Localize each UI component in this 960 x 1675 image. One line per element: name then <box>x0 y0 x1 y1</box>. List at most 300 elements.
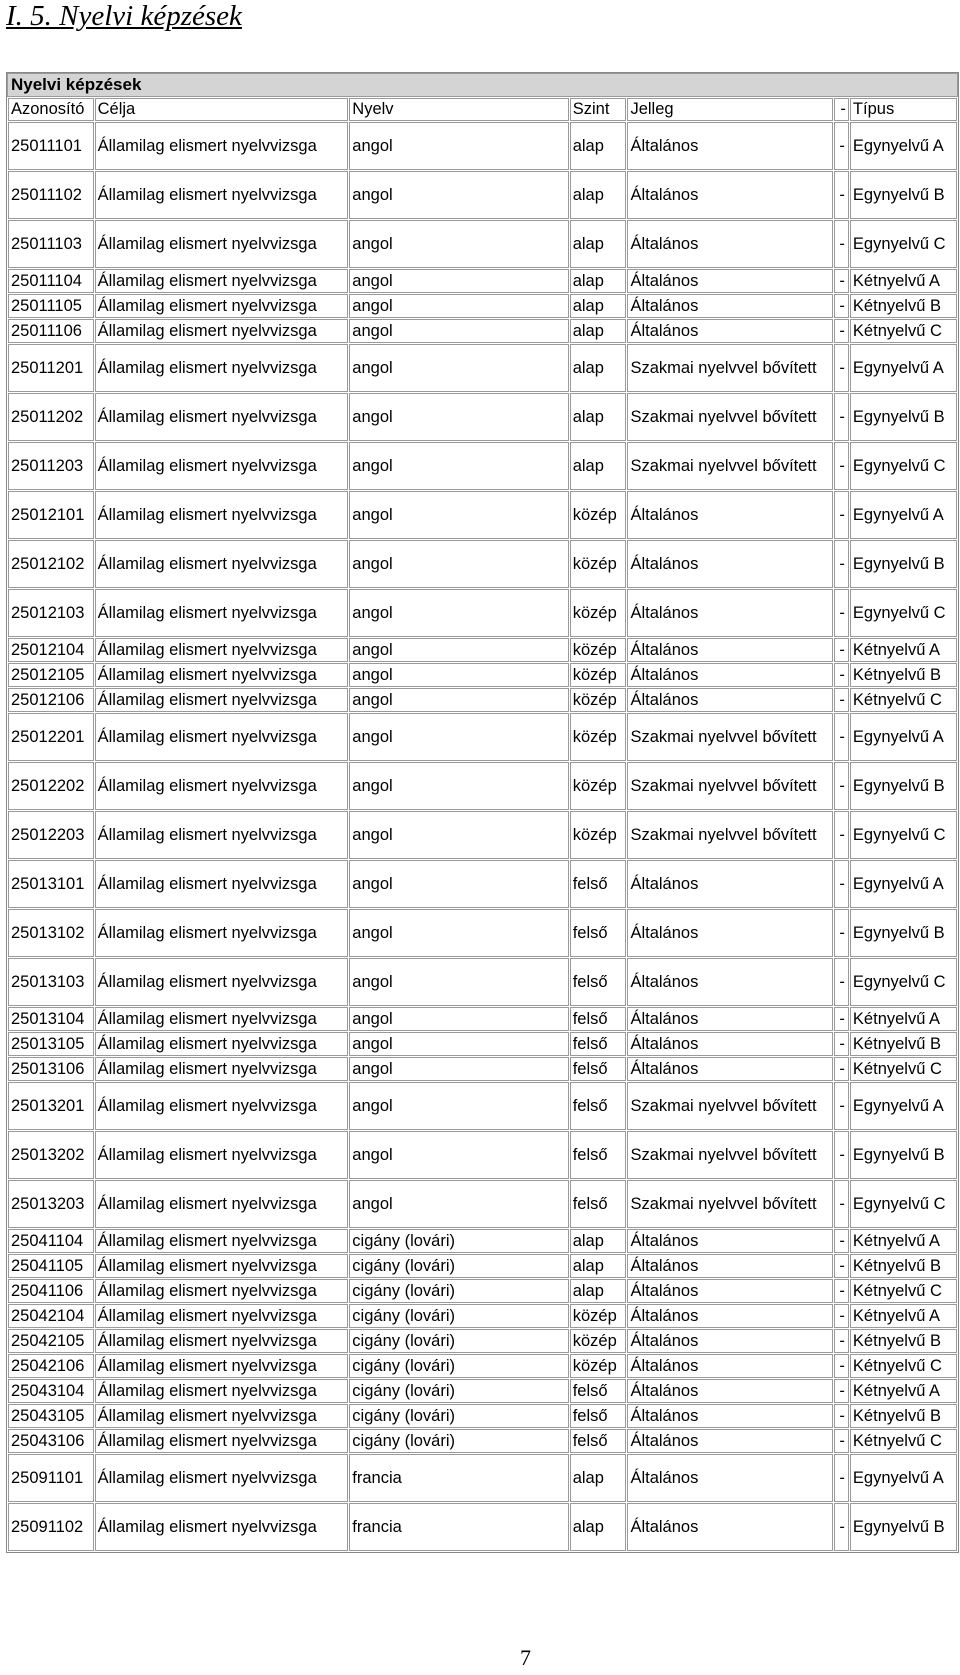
cell-id: 25011202 <box>8 393 94 441</box>
cell-nyelv: angol <box>349 1057 568 1081</box>
cell-celja: Államilag elismert nyelvvizsga <box>95 1057 349 1081</box>
cell-celja: Államilag elismert nyelvvizsga <box>95 1082 349 1130</box>
cell-celja: Államilag elismert nyelvvizsga <box>95 540 349 588</box>
cell-id: 25012102 <box>8 540 94 588</box>
cell-id: 25011102 <box>8 171 94 219</box>
cell-szint: közép <box>570 1354 627 1378</box>
table-row <box>8 122 957 170</box>
cell-id: 25012105 <box>8 663 94 687</box>
cell-id: 25041106 <box>8 1279 94 1303</box>
cell-dash: - <box>834 1329 849 1353</box>
cell-jelleg: Általános <box>627 688 833 712</box>
cell-id: 25011203 <box>8 442 94 490</box>
cell-jelleg: Általános <box>627 171 833 219</box>
cell-jelleg: Általános <box>627 1032 833 1056</box>
cell-jelleg: Szakmai nyelvvel bővített <box>627 1180 833 1228</box>
cell-celja: Államilag elismert nyelvvizsga <box>95 638 349 662</box>
cell-jelleg: Általános <box>627 1279 833 1303</box>
header-celja: Célja <box>95 98 349 121</box>
cell-celja: Államilag elismert nyelvvizsga <box>95 1229 349 1253</box>
cell-id: 25042104 <box>8 1304 94 1328</box>
cell-jelleg: Általános <box>627 269 833 293</box>
table-row <box>8 1454 957 1502</box>
cell-id: 25041104 <box>8 1229 94 1253</box>
cell-celja: Államilag elismert nyelvvizsga <box>95 589 349 637</box>
cell-celja: Államilag elismert nyelvvizsga <box>95 1254 349 1278</box>
cell-jelleg: Általános <box>627 220 833 268</box>
table-row <box>8 344 957 392</box>
cell-dash: - <box>834 713 849 761</box>
cell-tipus: Kétnyelvű C <box>850 1057 957 1081</box>
cell-tipus: Egynyelvű C <box>850 442 957 490</box>
cell-dash: - <box>834 393 849 441</box>
cell-jelleg: Szakmai nyelvvel bővített <box>627 344 833 392</box>
cell-dash: - <box>834 1279 849 1303</box>
cell-szint: felső <box>570 909 627 957</box>
table-row <box>8 1503 957 1551</box>
cell-tipus: Kétnyelvű C <box>850 1429 957 1453</box>
cell-jelleg: Általános <box>627 638 833 662</box>
page-title: I. 5. Nyelvi képzések <box>6 0 242 32</box>
cell-szint: felső <box>570 958 627 1006</box>
cell-id: 25043104 <box>8 1379 94 1403</box>
cell-jelleg: Általános <box>627 1454 833 1502</box>
cell-id: 25012201 <box>8 713 94 761</box>
cell-celja: Államilag elismert nyelvvizsga <box>95 220 349 268</box>
cell-celja: Államilag elismert nyelvvizsga <box>95 1429 349 1453</box>
cell-szint: felső <box>570 1404 627 1428</box>
cell-szint: közép <box>570 638 627 662</box>
language-training-table <box>6 72 959 1553</box>
cell-nyelv: angol <box>349 393 568 441</box>
cell-id: 25011105 <box>8 294 94 318</box>
cell-nyelv: angol <box>349 688 568 712</box>
cell-tipus: Kétnyelvű B <box>850 1254 957 1278</box>
cell-szint: alap <box>570 171 627 219</box>
cell-celja: Államilag elismert nyelvvizsga <box>95 122 349 170</box>
table-row <box>8 1229 957 1253</box>
cell-nyelv: angol <box>349 540 568 588</box>
cell-celja: Államilag elismert nyelvvizsga <box>95 344 349 392</box>
table-row <box>8 1429 957 1453</box>
table-row <box>8 1254 957 1278</box>
cell-nyelv: angol <box>349 269 568 293</box>
cell-dash: - <box>834 122 849 170</box>
cell-tipus: Egynyelvű A <box>850 122 957 170</box>
cell-jelleg: Általános <box>627 1254 833 1278</box>
cell-szint: felső <box>570 1007 627 1031</box>
cell-jelleg: Általános <box>627 1007 833 1031</box>
cell-id: 25011104 <box>8 269 94 293</box>
table-row <box>8 319 957 343</box>
cell-dash: - <box>834 540 849 588</box>
cell-nyelv: angol <box>349 958 568 1006</box>
table-row <box>8 1007 957 1031</box>
cell-tipus: Egynyelvű A <box>850 713 957 761</box>
cell-tipus: Kétnyelvű C <box>850 1279 957 1303</box>
cell-tipus: Kétnyelvű C <box>850 319 957 343</box>
cell-jelleg: Általános <box>627 1354 833 1378</box>
cell-celja: Államilag elismert nyelvvizsga <box>95 491 349 539</box>
cell-szint: alap <box>570 1454 627 1502</box>
cell-jelleg: Szakmai nyelvvel bővített <box>627 442 833 490</box>
cell-id: 25013103 <box>8 958 94 1006</box>
cell-szint: közép <box>570 713 627 761</box>
cell-tipus: Egynyelvű A <box>850 860 957 908</box>
cell-tipus: Egynyelvű B <box>850 171 957 219</box>
cell-id: 25091102 <box>8 1503 94 1551</box>
cell-celja: Államilag elismert nyelvvizsga <box>95 1131 349 1179</box>
cell-dash: - <box>834 269 849 293</box>
cell-jelleg: Általános <box>627 860 833 908</box>
cell-nyelv: angol <box>349 294 568 318</box>
cell-nyelv: angol <box>349 909 568 957</box>
cell-nyelv: angol <box>349 491 568 539</box>
cell-nyelv: cigány (lovári) <box>349 1329 568 1353</box>
table-row <box>8 713 957 761</box>
cell-tipus: Egynyelvű C <box>850 589 957 637</box>
table-row <box>8 220 957 268</box>
cell-tipus: Egynyelvű B <box>850 1131 957 1179</box>
table-row <box>8 491 957 539</box>
cell-jelleg: Általános <box>627 1379 833 1403</box>
cell-nyelv: angol <box>349 122 568 170</box>
cell-szint: alap <box>570 269 627 293</box>
cell-nyelv: angol <box>349 762 568 810</box>
header-row <box>8 98 957 121</box>
cell-jelleg: Általános <box>627 122 833 170</box>
table-row <box>8 811 957 859</box>
cell-nyelv: angol <box>349 589 568 637</box>
cell-celja: Államilag elismert nyelvvizsga <box>95 1503 349 1551</box>
cell-nyelv: angol <box>349 860 568 908</box>
cell-nyelv: francia <box>349 1454 568 1502</box>
cell-nyelv: cigány (lovári) <box>349 1304 568 1328</box>
cell-nyelv: angol <box>349 171 568 219</box>
cell-dash: - <box>834 1007 849 1031</box>
cell-nyelv: cigány (lovári) <box>349 1404 568 1428</box>
table-row <box>8 1057 957 1081</box>
cell-nyelv: angol <box>349 1007 568 1031</box>
cell-nyelv: cigány (lovári) <box>349 1279 568 1303</box>
table-row <box>8 589 957 637</box>
cell-id: 25013101 <box>8 860 94 908</box>
cell-dash: - <box>834 1379 849 1403</box>
cell-nyelv: angol <box>349 638 568 662</box>
table-row <box>8 1379 957 1403</box>
cell-tipus: Kétnyelvű C <box>850 1354 957 1378</box>
cell-tipus: Kétnyelvű A <box>850 1304 957 1328</box>
cell-dash: - <box>834 1503 849 1551</box>
cell-celja: Államilag elismert nyelvvizsga <box>95 294 349 318</box>
cell-jelleg: Általános <box>627 1429 833 1453</box>
cell-tipus: Kétnyelvű B <box>850 1404 957 1428</box>
header-dash: - <box>834 98 849 121</box>
table-row <box>8 1082 957 1130</box>
cell-celja: Államilag elismert nyelvvizsga <box>95 1354 349 1378</box>
cell-jelleg: Általános <box>627 1503 833 1551</box>
cell-id: 25041105 <box>8 1254 94 1278</box>
table-row <box>8 1354 957 1378</box>
table-row <box>8 1404 957 1428</box>
cell-nyelv: francia <box>349 1503 568 1551</box>
cell-tipus: Kétnyelvű B <box>850 294 957 318</box>
cell-celja: Államilag elismert nyelvvizsga <box>95 1329 349 1353</box>
cell-tipus: Egynyelvű C <box>850 958 957 1006</box>
cell-tipus: Egynyelvű A <box>850 1082 957 1130</box>
cell-dash: - <box>834 344 849 392</box>
cell-nyelv: cigány (lovári) <box>349 1354 568 1378</box>
cell-szint: alap <box>570 319 627 343</box>
cell-id: 25013202 <box>8 1131 94 1179</box>
cell-dash: - <box>834 1032 849 1056</box>
cell-dash: - <box>834 638 849 662</box>
cell-szint: közép <box>570 1329 627 1353</box>
cell-dash: - <box>834 491 849 539</box>
cell-id: 25043105 <box>8 1404 94 1428</box>
cell-jelleg: Szakmai nyelvvel bővített <box>627 1082 833 1130</box>
cell-id: 25013105 <box>8 1032 94 1056</box>
cell-szint: felső <box>570 1379 627 1403</box>
cell-celja: Államilag elismert nyelvvizsga <box>95 860 349 908</box>
table-row <box>8 442 957 490</box>
cell-szint: felső <box>570 1180 627 1228</box>
header-jelleg: Jelleg <box>627 98 833 121</box>
cell-tipus: Kétnyelvű C <box>850 688 957 712</box>
table-row <box>8 663 957 687</box>
cell-celja: Államilag elismert nyelvvizsga <box>95 1304 349 1328</box>
cell-szint: közép <box>570 589 627 637</box>
cell-dash: - <box>834 1354 849 1378</box>
cell-dash: - <box>834 1180 849 1228</box>
cell-dash: - <box>834 958 849 1006</box>
cell-celja: Államilag elismert nyelvvizsga <box>95 319 349 343</box>
table-row <box>8 638 957 662</box>
cell-jelleg: Általános <box>627 1057 833 1081</box>
cell-szint: alap <box>570 1229 627 1253</box>
cell-szint: alap <box>570 1503 627 1551</box>
cell-dash: - <box>834 1304 849 1328</box>
cell-dash: - <box>834 860 849 908</box>
cell-nyelv: cigány (lovári) <box>349 1379 568 1403</box>
table-row <box>8 860 957 908</box>
cell-szint: felső <box>570 1131 627 1179</box>
table-row <box>8 1304 957 1328</box>
cell-id: 25043106 <box>8 1429 94 1453</box>
cell-tipus: Egynyelvű C <box>850 220 957 268</box>
cell-tipus: Kétnyelvű B <box>850 1032 957 1056</box>
cell-dash: - <box>834 811 849 859</box>
table-row <box>8 688 957 712</box>
cell-tipus: Egynyelvű A <box>850 344 957 392</box>
cell-dash: - <box>834 688 849 712</box>
cell-tipus: Kétnyelvű A <box>850 1379 957 1403</box>
cell-celja: Államilag elismert nyelvvizsga <box>95 1180 349 1228</box>
cell-celja: Államilag elismert nyelvvizsga <box>95 1279 349 1303</box>
cell-nyelv: cigány (lovári) <box>349 1254 568 1278</box>
cell-id: 25011106 <box>8 319 94 343</box>
cell-celja: Államilag elismert nyelvvizsga <box>95 1007 349 1031</box>
cell-szint: alap <box>570 393 627 441</box>
cell-jelleg: Általános <box>627 294 833 318</box>
table-row <box>8 762 957 810</box>
cell-dash: - <box>834 1254 849 1278</box>
cell-jelleg: Általános <box>627 1229 833 1253</box>
cell-tipus: Egynyelvű A <box>850 491 957 539</box>
cell-nyelv: angol <box>349 1131 568 1179</box>
cell-nyelv: angol <box>349 220 568 268</box>
header-tipus: Típus <box>850 98 957 121</box>
cell-id: 25013203 <box>8 1180 94 1228</box>
cell-jelleg: Általános <box>627 958 833 1006</box>
cell-id: 25011103 <box>8 220 94 268</box>
cell-id: 25013104 <box>8 1007 94 1031</box>
cell-celja: Államilag elismert nyelvvizsga <box>95 171 349 219</box>
table-row <box>8 1032 957 1056</box>
cell-tipus: Egynyelvű C <box>850 1180 957 1228</box>
cell-id: 25013102 <box>8 909 94 957</box>
cell-tipus: Kétnyelvű B <box>850 663 957 687</box>
cell-celja: Államilag elismert nyelvvizsga <box>95 762 349 810</box>
cell-tipus: Egynyelvű B <box>850 909 957 957</box>
cell-tipus: Egynyelvű B <box>850 762 957 810</box>
table-row <box>8 958 957 1006</box>
cell-id: 25012203 <box>8 811 94 859</box>
cell-szint: közép <box>570 688 627 712</box>
table-row <box>8 393 957 441</box>
cell-nyelv: angol <box>349 1082 568 1130</box>
cell-nyelv: angol <box>349 344 568 392</box>
cell-dash: - <box>834 319 849 343</box>
table-row <box>8 1180 957 1228</box>
cell-szint: közép <box>570 663 627 687</box>
cell-szint: alap <box>570 344 627 392</box>
cell-tipus: Kétnyelvű A <box>850 269 957 293</box>
cell-id: 25012103 <box>8 589 94 637</box>
table-row <box>8 1329 957 1353</box>
table-row <box>8 294 957 318</box>
cell-id: 25011201 <box>8 344 94 392</box>
cell-jelleg: Általános <box>627 540 833 588</box>
cell-celja: Államilag elismert nyelvvizsga <box>95 442 349 490</box>
cell-id: 25011101 <box>8 122 94 170</box>
table-row <box>8 909 957 957</box>
table-caption: Nyelvi képzések <box>7 73 958 97</box>
cell-szint: felső <box>570 1082 627 1130</box>
cell-szint: alap <box>570 1279 627 1303</box>
cell-szint: felső <box>570 860 627 908</box>
table-row <box>8 540 957 588</box>
cell-celja: Államilag elismert nyelvvizsga <box>95 663 349 687</box>
cell-dash: - <box>834 294 849 318</box>
page-number: 7 <box>520 1645 531 1670</box>
cell-nyelv: angol <box>349 1032 568 1056</box>
cell-id: 25012104 <box>8 638 94 662</box>
cell-jelleg: Szakmai nyelvvel bővített <box>627 713 833 761</box>
cell-tipus: Kétnyelvű A <box>850 1007 957 1031</box>
cell-tipus: Kétnyelvű B <box>850 1329 957 1353</box>
cell-id: 25013201 <box>8 1082 94 1130</box>
cell-nyelv: cigány (lovári) <box>349 1229 568 1253</box>
cell-id: 25012101 <box>8 491 94 539</box>
cell-szint: közép <box>570 1304 627 1328</box>
cell-tipus: Egynyelvű C <box>850 811 957 859</box>
cell-celja: Államilag elismert nyelvvizsga <box>95 269 349 293</box>
cell-celja: Államilag elismert nyelvvizsga <box>95 393 349 441</box>
cell-celja: Államilag elismert nyelvvizsga <box>95 1379 349 1403</box>
cell-jelleg: Szakmai nyelvvel bővített <box>627 762 833 810</box>
cell-nyelv: angol <box>349 811 568 859</box>
cell-jelleg: Általános <box>627 491 833 539</box>
table-row <box>8 1131 957 1179</box>
cell-szint: felső <box>570 1057 627 1081</box>
cell-celja: Államilag elismert nyelvvizsga <box>95 1404 349 1428</box>
cell-tipus: Egynyelvű B <box>850 540 957 588</box>
cell-celja: Államilag elismert nyelvvizsga <box>95 713 349 761</box>
cell-szint: alap <box>570 122 627 170</box>
header-szint: Szint <box>570 98 627 121</box>
cell-id: 25013106 <box>8 1057 94 1081</box>
header-nyelv: Nyelv <box>349 98 568 121</box>
header-azonosito: Azonosító <box>8 98 94 121</box>
cell-tipus: Kétnyelvű A <box>850 638 957 662</box>
cell-szint: alap <box>570 442 627 490</box>
cell-celja: Államilag elismert nyelvvizsga <box>95 811 349 859</box>
cell-celja: Államilag elismert nyelvvizsga <box>95 1454 349 1502</box>
cell-jelleg: Szakmai nyelvvel bővített <box>627 1131 833 1179</box>
cell-dash: - <box>834 442 849 490</box>
cell-szint: felső <box>570 1032 627 1056</box>
cell-jelleg: Általános <box>627 663 833 687</box>
cell-dash: - <box>834 762 849 810</box>
cell-jelleg: Általános <box>627 589 833 637</box>
cell-dash: - <box>834 220 849 268</box>
cell-nyelv: angol <box>349 713 568 761</box>
cell-dash: - <box>834 1404 849 1428</box>
table-row <box>8 1279 957 1303</box>
cell-dash: - <box>834 1082 849 1130</box>
cell-jelleg: Általános <box>627 1404 833 1428</box>
cell-dash: - <box>834 1429 849 1453</box>
cell-jelleg: Általános <box>627 909 833 957</box>
cell-szint: közép <box>570 762 627 810</box>
cell-nyelv: angol <box>349 1180 568 1228</box>
cell-id: 25012202 <box>8 762 94 810</box>
cell-tipus: Egynyelvű B <box>850 393 957 441</box>
cell-dash: - <box>834 1131 849 1179</box>
cell-jelleg: Általános <box>627 319 833 343</box>
cell-tipus: Egynyelvű A <box>850 1454 957 1502</box>
cell-celja: Államilag elismert nyelvvizsga <box>95 909 349 957</box>
cell-id: 25091101 <box>8 1454 94 1502</box>
cell-dash: - <box>834 589 849 637</box>
cell-dash: - <box>834 909 849 957</box>
cell-nyelv: angol <box>349 319 568 343</box>
cell-szint: alap <box>570 294 627 318</box>
cell-tipus: Egynyelvű B <box>850 1503 957 1551</box>
table-row <box>8 171 957 219</box>
cell-celja: Államilag elismert nyelvvizsga <box>95 1032 349 1056</box>
cell-szint: közép <box>570 811 627 859</box>
cell-id: 25042105 <box>8 1329 94 1353</box>
cell-szint: alap <box>570 1254 627 1278</box>
cell-szint: alap <box>570 220 627 268</box>
cell-jelleg: Szakmai nyelvvel bővített <box>627 393 833 441</box>
cell-celja: Államilag elismert nyelvvizsga <box>95 688 349 712</box>
cell-szint: felső <box>570 1429 627 1453</box>
cell-celja: Államilag elismert nyelvvizsga <box>95 958 349 1006</box>
cell-nyelv: cigány (lovári) <box>349 1429 568 1453</box>
